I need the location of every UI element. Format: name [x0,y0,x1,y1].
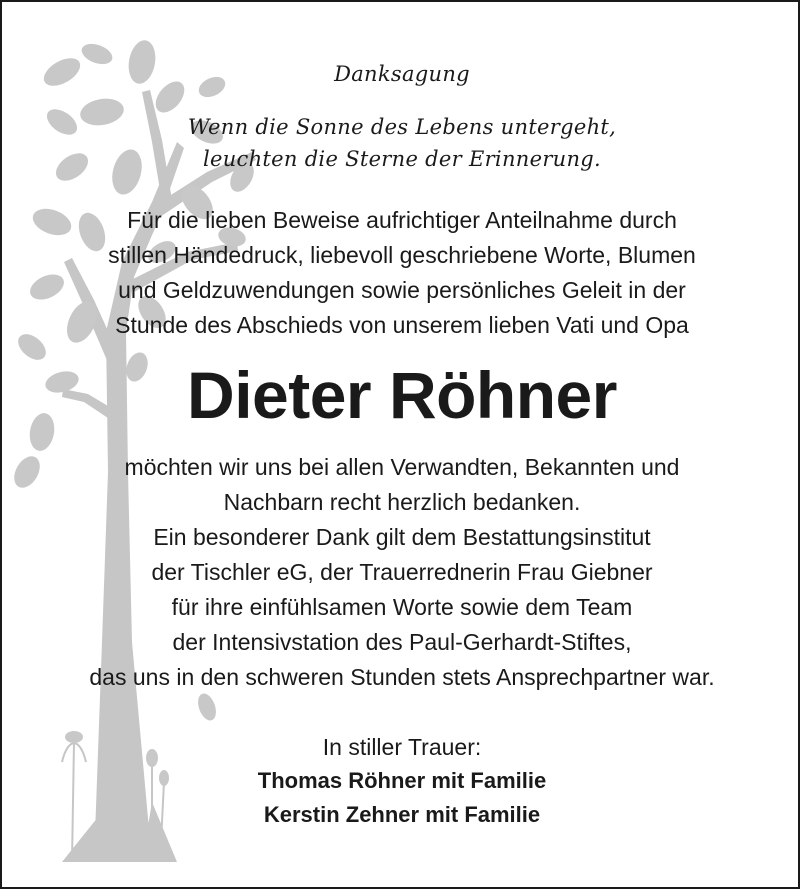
intro-line: stillen Händedruck, liebevoll geschriebene Worte, Blumen [108,242,696,268]
thanks-line: Nachbarn recht herzlich bedanken. [223,489,581,515]
quote-line: Wenn die Sonne des Lebens untergeht, [187,115,617,139]
thanks-line: für ihre einfühlsamen Worte sowie dem Team [171,594,633,620]
thanks-line: möchten wir uns bei allen Verwandten, Bekannten und [124,454,680,480]
signatory: Thomas Röhner mit Familie [257,768,547,793]
quote-line: leuchten die Sterne der Erinnerung. [202,147,602,171]
thanks-line: der Intensivstation des Paul-Gerhardt-Stiftes, [172,629,632,655]
mourning-label: In stiller Trauer: [322,734,482,760]
intro-line: und Geldzuwendungen sowie persönliches Geleit in der [118,277,686,303]
thanks-line: das uns in den schweren Stunden stets Ansprechpartner war. [89,664,715,690]
obituary-content [2,2,800,889]
thanks-line: der Tischler eG, der Trauerrednerin Frau Giebner [151,559,653,585]
intro-line: Für die lieben Beweise aufrichtiger Anteilnahme durch [127,207,677,233]
deceased-name: Dieter Röhner [187,358,617,432]
intro-line: Stunde des Abschieds von unserem lieben Vati und Opa [115,312,689,338]
signatory: Kerstin Zehner mit Familie [263,802,541,827]
heading: Danksagung [334,62,470,86]
thanks-line: Ein besonderer Dank gilt dem Bestattungsinstitut [153,524,651,550]
